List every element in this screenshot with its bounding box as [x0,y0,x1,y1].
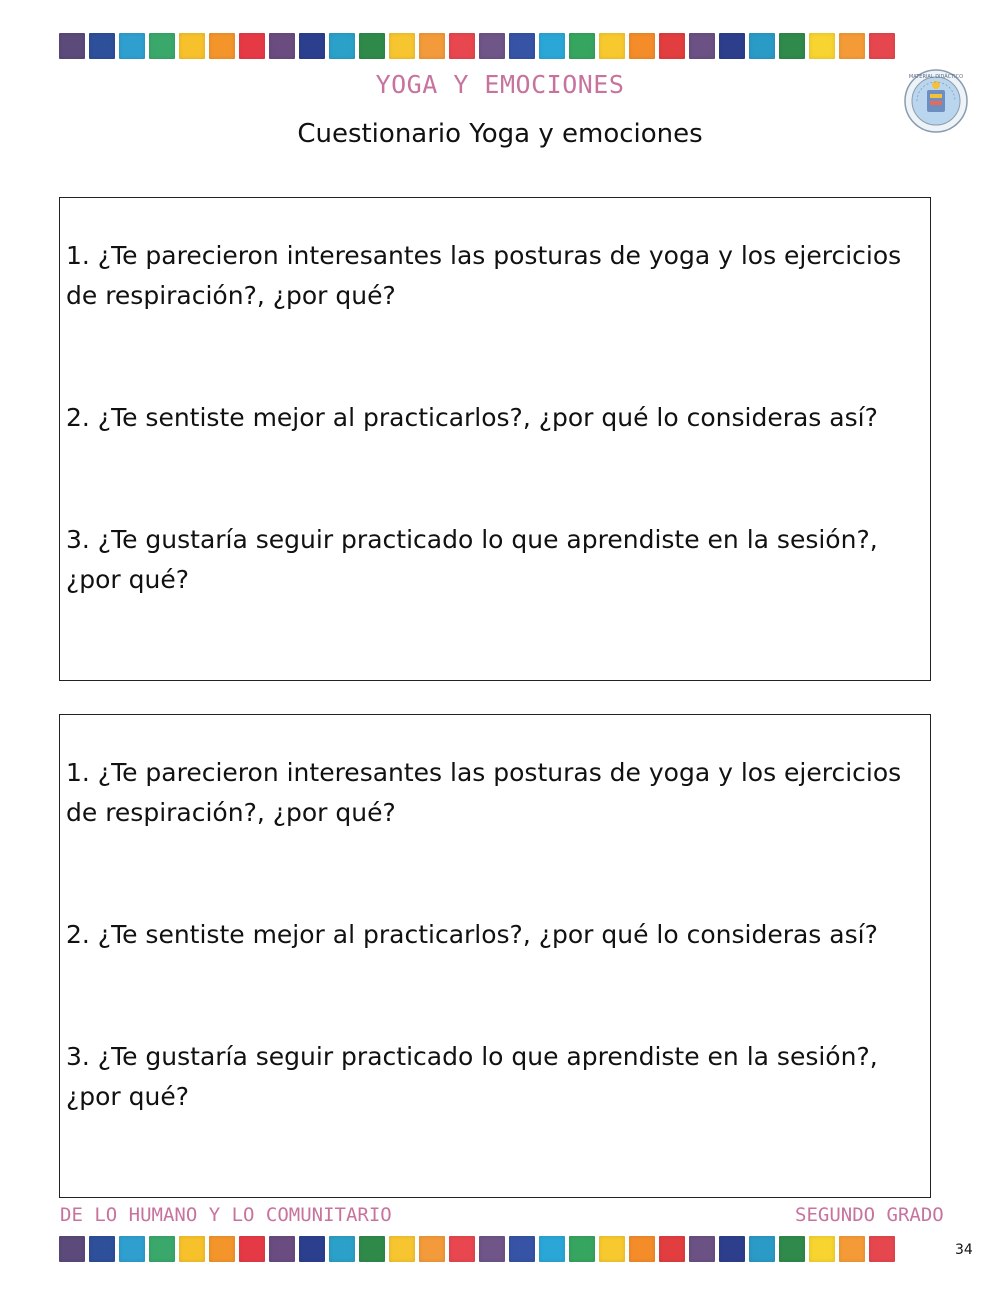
color-tile [869,33,895,59]
color-tile [269,1236,295,1262]
color-tile [179,33,205,59]
color-tile [299,1236,325,1262]
color-tile [749,1236,775,1262]
color-tile [329,33,355,59]
question-2: 2. ¿Te sentiste mejor al practicarlos?, ¿por qué lo consideras así? [66,920,878,949]
color-tile [329,1236,355,1262]
color-tile [719,33,745,59]
color-tile [239,33,265,59]
color-tile [629,33,655,59]
question-3: 3. ¿Te gustaría seguir practicado lo que aprendiste en la sesión?, ¿por qué? [66,1042,878,1111]
color-tile [689,1236,715,1262]
color-tile [839,1236,865,1262]
footer-subject: DE LO HUMANO Y LO COMUNITARIO [60,1204,392,1226]
color-tile [719,1236,745,1262]
color-tile [359,1236,385,1262]
color-tile [539,1236,565,1262]
color-tile [779,1236,805,1262]
footer-grade: SEGUNDO GRADO [795,1204,944,1226]
questionnaire-box [59,197,931,681]
logo-text: MATERIAL DIDÁCTICO [908,74,964,80]
color-tile [689,33,715,59]
color-tile [839,33,865,59]
school-logo-icon [903,68,969,134]
color-tile [179,1236,205,1262]
color-tile [269,33,295,59]
color-tile [149,33,175,59]
color-tile [659,1236,685,1262]
color-tile [809,1236,835,1262]
color-tile [629,1236,655,1262]
color-tile [419,33,445,59]
color-tile [359,33,385,59]
color-tile [869,1236,895,1262]
color-tile [239,1236,265,1262]
bottom-color-strip [59,1236,895,1262]
color-tile [749,33,775,59]
color-tile [389,1236,415,1262]
color-tile [779,33,805,59]
color-tile [119,33,145,59]
question-1: 1. ¿Te parecieron interesantes las posturas de yoga y los ejercicios de respiración?, ¿por qué? [66,758,902,827]
color-tile [509,1236,535,1262]
color-tile [299,33,325,59]
color-tile [119,1236,145,1262]
color-tile [569,1236,595,1262]
color-tile [659,33,685,59]
color-tile [599,33,625,59]
color-tile [449,1236,475,1262]
questionnaire-title: Cuestionario Yoga y emociones [297,119,703,149]
questionnaire-box [59,714,931,1198]
color-tile [479,33,505,59]
color-tile [209,33,235,59]
color-tile [59,33,85,59]
color-tile [419,1236,445,1262]
page-number: 34 [955,1242,973,1258]
color-tile [539,33,565,59]
color-tile [89,33,115,59]
top-color-strip [59,33,895,59]
color-tile [389,33,415,59]
color-tile [449,33,475,59]
question-2: 2. ¿Te sentiste mejor al practicarlos?, ¿por qué lo consideras así? [66,403,878,432]
color-tile [479,1236,505,1262]
color-tile [149,1236,175,1262]
color-tile [209,1236,235,1262]
question-1: 1. ¿Te parecieron interesantes las posturas de yoga y los ejercicios de respiración?, ¿por qué? [66,241,902,310]
color-tile [59,1236,85,1262]
color-tile [89,1236,115,1262]
question-3: 3. ¿Te gustaría seguir practicado lo que aprendiste en la sesión?, ¿por qué? [66,525,878,594]
color-tile [569,33,595,59]
color-tile [599,1236,625,1262]
color-tile [509,33,535,59]
color-tile [809,33,835,59]
page-title: YOGA Y EMOCIONES [375,70,625,99]
